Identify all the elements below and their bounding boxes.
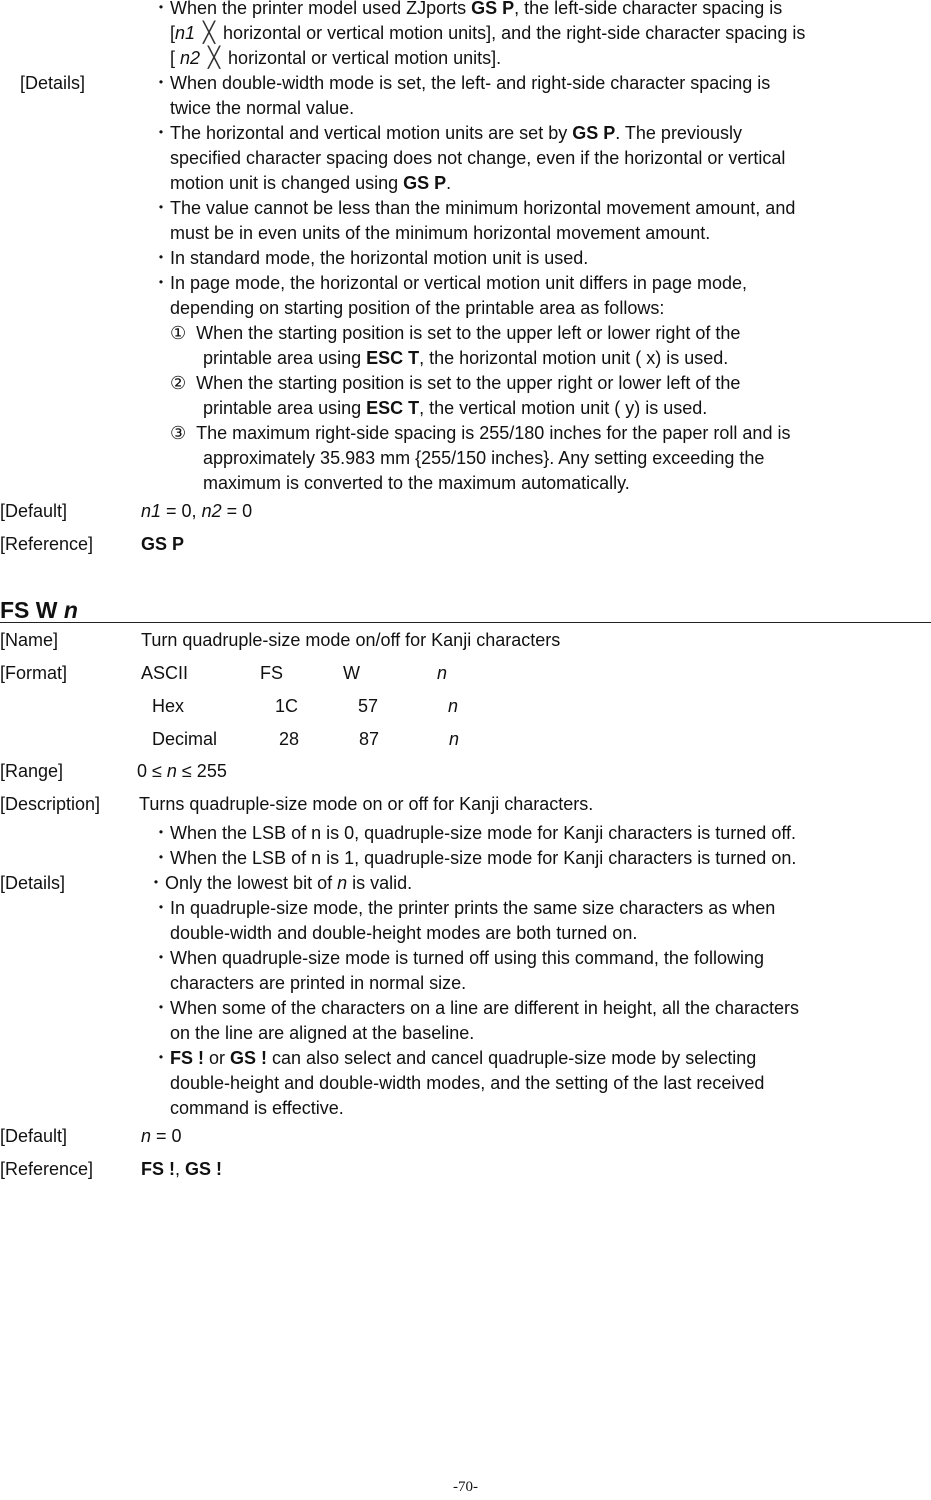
fsw-detail-5: ・When quadruple-size mode is turned off using this command, the following bbox=[152, 948, 764, 968]
details-label: [Details] bbox=[0, 873, 66, 893]
fsw-detail-6: ・When some of the characters on a line are different in height, all the characters bbox=[152, 998, 800, 1018]
details-bullet-1-line2: [n1 ╳ horizontal or vertical motion units], and the right-side character spacing is bbox=[170, 22, 806, 44]
circled-number: ② bbox=[170, 373, 187, 393]
default-value: n = 0 bbox=[141, 1126, 182, 1146]
format-cell: n bbox=[437, 663, 448, 683]
command-ref: GS P bbox=[471, 0, 515, 18]
details-bullet-1: ・When the printer model used ZJports GS P, the left-side character spacing is bbox=[152, 0, 783, 18]
description-value: Turns quadruple-size mode on or off for Kanji characters. bbox=[139, 794, 594, 814]
reference-label: [Reference] bbox=[0, 1159, 94, 1179]
format-cell: n bbox=[448, 696, 459, 716]
format-cell: FS bbox=[260, 663, 284, 683]
times-symbol: ╳ bbox=[203, 22, 216, 44]
description-label: [Description] bbox=[0, 794, 101, 814]
numbered-item-1-line2: printable area using ESC T, the horizontal motion unit ( x) is used. bbox=[203, 348, 729, 368]
numbered-item-1: ① When the starting position is set to the upper left or lower right of the bbox=[170, 323, 741, 343]
fsw-detail-2: ・When the LSB of n is 1, quadruple-size mode for Kanji characters is turned on. bbox=[152, 848, 797, 868]
numbered-item-3-line2: approximately 35.983 mm {255/150 inches}. Any setting exceeding the bbox=[203, 448, 765, 468]
details-bullet-4: ・The value cannot be less than the minimum horizontal movement amount, and bbox=[152, 198, 796, 218]
format-cell: W bbox=[343, 663, 360, 683]
range-label: [Range] bbox=[0, 761, 64, 781]
section-heading: FS W n bbox=[0, 597, 78, 623]
format-label: [Format] bbox=[0, 663, 68, 683]
format-cell: 57 bbox=[358, 696, 379, 716]
fsw-detail-7: ・FS ! or GS ! can also select and cancel quadruple-size mode by selecting bbox=[152, 1048, 757, 1068]
format-row-hex: Hex bbox=[152, 696, 185, 716]
fsw-detail-4-line2: double-width and double-height modes are both turned on. bbox=[170, 923, 638, 943]
default-label: [Default] bbox=[0, 1126, 68, 1146]
page-number: -70- bbox=[453, 1479, 478, 1495]
details-bullet-2: ・When double-width mode is set, the left- and right-side character spacing is bbox=[152, 73, 771, 93]
format-row-decimal: Decimal bbox=[152, 729, 218, 749]
details-bullet-6: ・In page mode, the horizontal or vertical motion unit differs in page mode, bbox=[152, 273, 748, 293]
format-cell: n bbox=[449, 729, 460, 749]
range-value: 0 ≤ n ≤ 255 bbox=[137, 761, 227, 781]
fsw-detail-3: ・Only the lowest bit of n is valid. bbox=[147, 873, 413, 893]
format-cell: 87 bbox=[359, 729, 380, 749]
fsw-detail-7-line2: double-height and double-width modes, and the setting of the last received bbox=[170, 1073, 765, 1093]
format-cell: 28 bbox=[279, 729, 300, 749]
details-bullet-3: ・The horizontal and vertical motion units are set by GS P. The previously bbox=[152, 123, 742, 143]
numbered-item-2: ② When the starting position is set to the upper right or lower left of the bbox=[170, 373, 741, 393]
reference-label: [Reference] bbox=[0, 534, 94, 554]
numbered-item-3-line3: maximum is converted to the maximum automatically. bbox=[203, 473, 630, 493]
details-bullet-5: ・In standard mode, the horizontal motion unit is used. bbox=[152, 248, 589, 268]
details-label: [Details] bbox=[20, 73, 86, 93]
fsw-detail-4: ・In quadruple-size mode, the printer prints the same size characters as when bbox=[152, 898, 776, 918]
name-value: Turn quadruple-size mode on/off for Kanji characters bbox=[141, 630, 561, 650]
heading-rule bbox=[0, 622, 931, 623]
circled-number: ③ bbox=[170, 423, 187, 443]
reference-value: FS !, GS ! bbox=[141, 1159, 223, 1179]
fsw-detail-5-line2: characters are printed in normal size. bbox=[170, 973, 467, 993]
fsw-detail-1: ・When the LSB of n is 0, quadruple-size mode for Kanji characters is turned off. bbox=[152, 823, 797, 843]
details-bullet-1-line3: [ n2 ╳ horizontal or vertical motion units]. bbox=[170, 47, 502, 69]
circled-number: ① bbox=[170, 323, 187, 343]
details-bullet-3-line2: specified character spacing does not change, even if the horizontal or vertical bbox=[170, 148, 786, 168]
format-row-ascii: ASCII bbox=[141, 663, 189, 683]
details-bullet-4-line2: must be in even units of the minimum horizontal movement amount. bbox=[170, 223, 711, 243]
default-label: [Default] bbox=[0, 501, 68, 521]
details-bullet-2-line2: twice the normal value. bbox=[170, 98, 355, 118]
details-bullet-6-line2: depending on starting position of the printable area as follows: bbox=[170, 298, 665, 318]
details-bullet-3-line3: motion unit is changed using GS P. bbox=[170, 173, 452, 193]
name-label: [Name] bbox=[0, 630, 59, 650]
numbered-item-2-line2: printable area using ESC T, the vertical motion unit ( y) is used. bbox=[203, 398, 708, 418]
times-symbol: ╳ bbox=[208, 47, 221, 69]
default-value: n1 = 0, n2 = 0 bbox=[141, 501, 253, 521]
fsw-detail-7-line3: command is effective. bbox=[170, 1098, 344, 1118]
fsw-detail-6-line2: on the line are aligned at the baseline. bbox=[170, 1023, 475, 1043]
numbered-item-3: ③ The maximum right-side spacing is 255/180 inches for the paper roll and is bbox=[170, 423, 791, 443]
reference-value: GS P bbox=[141, 534, 185, 554]
format-cell: 1C bbox=[275, 696, 299, 716]
